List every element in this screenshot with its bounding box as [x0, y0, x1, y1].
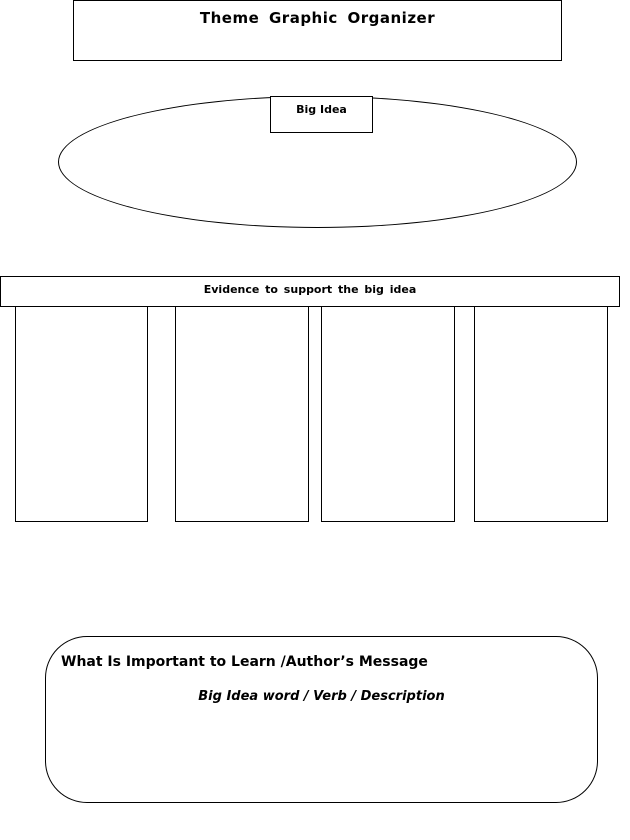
- big-idea-label-box: [270, 96, 373, 133]
- page-title: Theme Graphic Organizer: [199, 9, 436, 27]
- big-idea-label: Big Idea: [296, 103, 347, 116]
- evidence-label: Evidence to support the big idea: [203, 283, 417, 296]
- evidence-box-2[interactable]: [175, 306, 309, 522]
- evidence-box-1[interactable]: [15, 306, 148, 522]
- authors-message-subtitle: Big Idea word / Verb / Description: [198, 689, 445, 704]
- authors-message-box[interactable]: [45, 636, 598, 803]
- evidence-box-4[interactable]: [474, 306, 608, 522]
- title-box: [73, 0, 562, 61]
- authors-message-title: What Is Important to Learn /Author’s Message: [61, 654, 428, 670]
- evidence-box-3[interactable]: [321, 306, 455, 522]
- evidence-header-bar: [0, 276, 620, 307]
